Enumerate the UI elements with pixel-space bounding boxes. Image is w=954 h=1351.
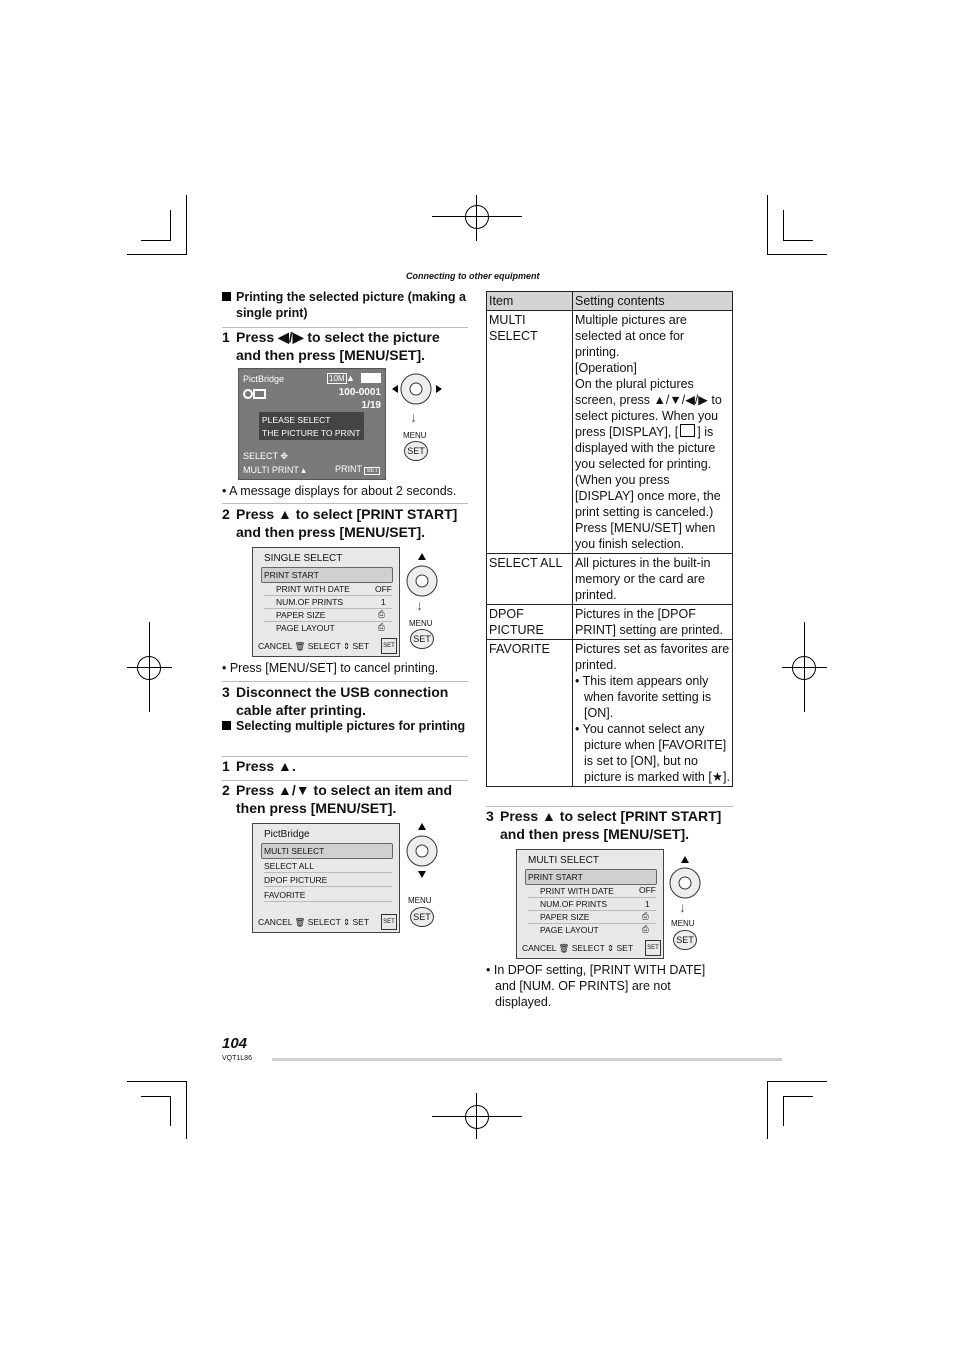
single-print-heading-text: Printing the selected picture (making a single print) bbox=[236, 290, 466, 320]
menu-item-multi-select: MULTI SELECT bbox=[264, 846, 325, 856]
divider bbox=[264, 621, 392, 622]
menu-label: MENU bbox=[408, 896, 432, 905]
cell-line: [Operation] bbox=[575, 361, 637, 375]
menu-item-label: PAGE LAYOUT bbox=[540, 925, 599, 935]
pictbridge-icon bbox=[243, 388, 267, 400]
table-cell-item: SELECT ALL bbox=[487, 554, 573, 605]
file-number: 100-0001 bbox=[338, 387, 381, 398]
cell-text: On the plural pictures screen, press ▲/▼/◀/▶ to select pictures. When you press [DISPLAY], [ bbox=[575, 377, 722, 439]
divider bbox=[222, 503, 468, 504]
updown-arrows-icon: ⇕ bbox=[607, 943, 615, 953]
multiple-print-heading-text: Selecting multiple pictures for printing bbox=[236, 719, 466, 733]
step-number: 2 bbox=[222, 782, 230, 798]
printer-icon: ⎙ bbox=[642, 911, 649, 921]
menu-set-small-icon: SET bbox=[381, 914, 397, 930]
divider bbox=[264, 886, 392, 887]
menu-item-value: OFF bbox=[639, 885, 656, 895]
step-number: 3 bbox=[222, 684, 230, 700]
print-label: PRINT bbox=[335, 464, 362, 474]
screen-title: MULTI SELECT bbox=[528, 855, 599, 866]
menu-label: MENU bbox=[403, 431, 427, 440]
step-text: Press ▲/▼ to select an item and then press [MENU/SET]. bbox=[236, 782, 453, 816]
step-number: 1 bbox=[222, 329, 230, 345]
print-mark-icon bbox=[680, 424, 695, 437]
set-label: SET bbox=[616, 943, 634, 953]
divider bbox=[264, 608, 392, 609]
step-1 bbox=[222, 329, 468, 364]
pictbridge-screen bbox=[238, 368, 386, 480]
cursor-dial-icon bbox=[390, 373, 446, 413]
menu-item-print-start: PRINT START bbox=[264, 570, 319, 580]
menu-item-dpof-picture: DPOF PICTURE bbox=[264, 875, 328, 885]
footer-hints bbox=[522, 943, 633, 954]
divider bbox=[222, 327, 468, 328]
table-cell-item: MULTI SELECT bbox=[487, 311, 573, 554]
cursor-dial-icon bbox=[405, 553, 441, 603]
footer-hints bbox=[258, 641, 369, 652]
updown-arrows-icon: ⇕ bbox=[343, 641, 351, 651]
note: • A message displays for about 2 seconds. bbox=[222, 484, 457, 498]
cursor-dial-icon bbox=[405, 823, 441, 879]
select-label: SELECT bbox=[307, 917, 341, 927]
quality-icon: ▲ bbox=[346, 373, 355, 383]
cell-line bbox=[575, 376, 730, 520]
table-row bbox=[487, 640, 733, 787]
divider bbox=[528, 923, 656, 924]
divider bbox=[222, 681, 468, 682]
divider bbox=[528, 897, 656, 898]
trash-icon: 🗑 bbox=[294, 641, 306, 651]
screen-title: SINGLE SELECT bbox=[264, 553, 343, 564]
table-cell-item: DPOF PICTURE bbox=[487, 605, 573, 640]
printer-icon: ⎙ bbox=[378, 609, 385, 619]
printer-icon: ⎙ bbox=[642, 924, 649, 934]
menu-set-small-icon: SET bbox=[645, 940, 661, 956]
menu-item-select-all: SELECT ALL bbox=[264, 861, 314, 871]
single-print-heading bbox=[222, 289, 472, 321]
cell-line: Pictures set as favorites are printed. bbox=[575, 642, 730, 672]
menu-item-label: NUM.OF PRINTS bbox=[540, 899, 608, 909]
menu-item-label: PAGE LAYOUT bbox=[276, 623, 335, 633]
screen-title: PictBridge bbox=[264, 829, 310, 840]
menu-item-value: 1 bbox=[645, 899, 650, 909]
column-header: Item bbox=[487, 292, 573, 311]
select-label: SELECT bbox=[307, 641, 341, 651]
cross-arrows-icon: ✥ bbox=[280, 451, 288, 461]
screen-title: PictBridge bbox=[243, 374, 285, 384]
multi-step-3 bbox=[486, 808, 733, 843]
table-cell-item: FAVORITE bbox=[487, 640, 573, 787]
divider bbox=[528, 910, 656, 911]
trash-icon: 🗑 bbox=[294, 917, 306, 927]
multi-print-hint bbox=[243, 465, 306, 476]
menu-item-print-start: PRINT START bbox=[528, 872, 583, 882]
multi-step-2 bbox=[222, 782, 468, 817]
divider bbox=[222, 756, 468, 757]
menu-label: MENU bbox=[671, 919, 695, 928]
resolution-badge: 10M bbox=[329, 374, 345, 383]
trash-icon: 🗑 bbox=[558, 943, 570, 953]
multi-select-screen bbox=[516, 849, 664, 959]
menu-item-label: NUM.OF PRINTS bbox=[276, 597, 344, 607]
picture-count: 1/19 bbox=[361, 400, 381, 411]
select-label: SELECT bbox=[243, 451, 278, 461]
set-label: SET bbox=[352, 917, 370, 927]
updown-arrows-icon: ⇕ bbox=[343, 917, 351, 927]
message-line: THE PICTURE TO PRINT bbox=[262, 428, 361, 438]
set-small-icon: SET bbox=[366, 468, 379, 474]
page-number: 104 bbox=[222, 1035, 248, 1052]
cancel-label: CANCEL bbox=[258, 917, 293, 927]
cell-line: Multiple pictures are selected at once for printing. bbox=[575, 313, 687, 359]
message-box bbox=[259, 412, 364, 440]
menu-item-favorite: FAVORITE bbox=[264, 890, 306, 900]
control-dial bbox=[405, 823, 445, 931]
step-text: Press ◀/▶ to select the picture and then press [MENU/SET]. bbox=[236, 329, 440, 363]
select-hint bbox=[243, 451, 288, 462]
control-dial bbox=[405, 553, 445, 653]
control-dial bbox=[668, 856, 708, 956]
step-2 bbox=[222, 506, 468, 541]
menu-label: MENU bbox=[409, 619, 433, 628]
step-number: 3 bbox=[486, 808, 494, 824]
table-row bbox=[487, 605, 733, 640]
select-label: SELECT bbox=[571, 943, 605, 953]
down-arrow-icon: ↓ bbox=[679, 899, 686, 915]
menu-item-label: PRINT WITH DATE bbox=[276, 584, 350, 594]
message-line: PLEASE SELECT bbox=[262, 415, 331, 425]
menu-set-button: SET bbox=[673, 930, 697, 950]
table-cell-contents: All pictures in the built-in memory or the card are printed. bbox=[573, 554, 733, 605]
step-number: 2 bbox=[222, 506, 230, 522]
divider bbox=[222, 780, 468, 781]
note: • In DPOF setting, [PRINT WITH DATE] and [NUM. OF PRINTS] are not displayed. bbox=[486, 963, 706, 1009]
table-row bbox=[487, 554, 733, 605]
menu-set-button: SET bbox=[404, 441, 428, 461]
menu-item-label: PAPER SIZE bbox=[540, 912, 590, 922]
down-arrow-icon: ↓ bbox=[410, 409, 417, 425]
battery-icon bbox=[361, 373, 381, 383]
menu-item-value: 1 bbox=[381, 597, 386, 607]
step-text: Press ▲ to select [PRINT START] and then press [MENU/SET]. bbox=[500, 808, 722, 842]
footer-bar bbox=[272, 1058, 782, 1061]
single-select-screen bbox=[252, 547, 400, 657]
step-number: 1 bbox=[222, 758, 230, 774]
table-cell-contents: Pictures in the [DPOF PRINT] setting are printed. bbox=[573, 605, 733, 640]
down-arrow-icon: ↓ bbox=[416, 597, 423, 613]
settings-table bbox=[486, 291, 733, 787]
table-cell-contents bbox=[573, 640, 733, 787]
table-header-row bbox=[487, 292, 733, 311]
control-dial bbox=[390, 373, 446, 463]
divider bbox=[264, 872, 392, 873]
multiple-print-heading bbox=[222, 718, 472, 734]
menu-item-value: OFF bbox=[375, 584, 392, 594]
divider bbox=[264, 595, 392, 596]
footer-hints bbox=[258, 917, 369, 928]
section-header: Connecting to other equipment bbox=[406, 271, 540, 281]
divider bbox=[486, 806, 733, 807]
cancel-label: CANCEL bbox=[522, 943, 557, 953]
square-bullet-icon bbox=[222, 721, 231, 730]
model-code: VQT1L86 bbox=[222, 1055, 252, 1062]
cell-line: • This item appears only when favorite setting is [ON]. bbox=[575, 674, 712, 720]
printer-icon: ⎙ bbox=[378, 622, 385, 632]
up-arrow-icon: ▴ bbox=[301, 465, 306, 475]
step-text: Press ▲. bbox=[236, 758, 296, 774]
set-label: SET bbox=[352, 641, 370, 651]
cursor-dial-icon bbox=[668, 856, 704, 906]
pictbridge-multi-screen bbox=[252, 823, 400, 933]
menu-set-small-icon: SET bbox=[381, 638, 397, 654]
step-3 bbox=[222, 684, 468, 719]
table-row bbox=[487, 311, 733, 554]
step-text: Press ▲ to select [PRINT START] and then press [MENU/SET]. bbox=[236, 506, 458, 540]
multi-step-1 bbox=[222, 758, 468, 776]
menu-set-button: SET bbox=[410, 629, 434, 649]
column-header: Setting contents bbox=[573, 292, 733, 311]
menu-set-button: SET bbox=[410, 907, 434, 927]
cell-text: ] is displayed with the picture you selected for printing. (When you press [DISPLAY] once more, the print setting is canceled.) bbox=[575, 425, 721, 519]
print-hint bbox=[335, 464, 380, 475]
menu-item-label: PAPER SIZE bbox=[276, 610, 326, 620]
table-cell-contents bbox=[573, 311, 733, 554]
cell-line: Press [MENU/SET] when you finish selection. bbox=[575, 521, 716, 551]
step-text: Disconnect the USB connection cable after printing. bbox=[236, 684, 449, 718]
cell-line: • You cannot select any picture when [FAVORITE] is set to [ON], but no picture is marked with [★]. bbox=[575, 722, 730, 784]
divider bbox=[264, 901, 392, 902]
square-bullet-icon bbox=[222, 292, 231, 301]
menu-item-label: PRINT WITH DATE bbox=[540, 886, 614, 896]
note: • Press [MENU/SET] to cancel printing. bbox=[222, 661, 439, 675]
multi-print-label: MULTI PRINT bbox=[243, 465, 299, 475]
cancel-label: CANCEL bbox=[258, 641, 293, 651]
